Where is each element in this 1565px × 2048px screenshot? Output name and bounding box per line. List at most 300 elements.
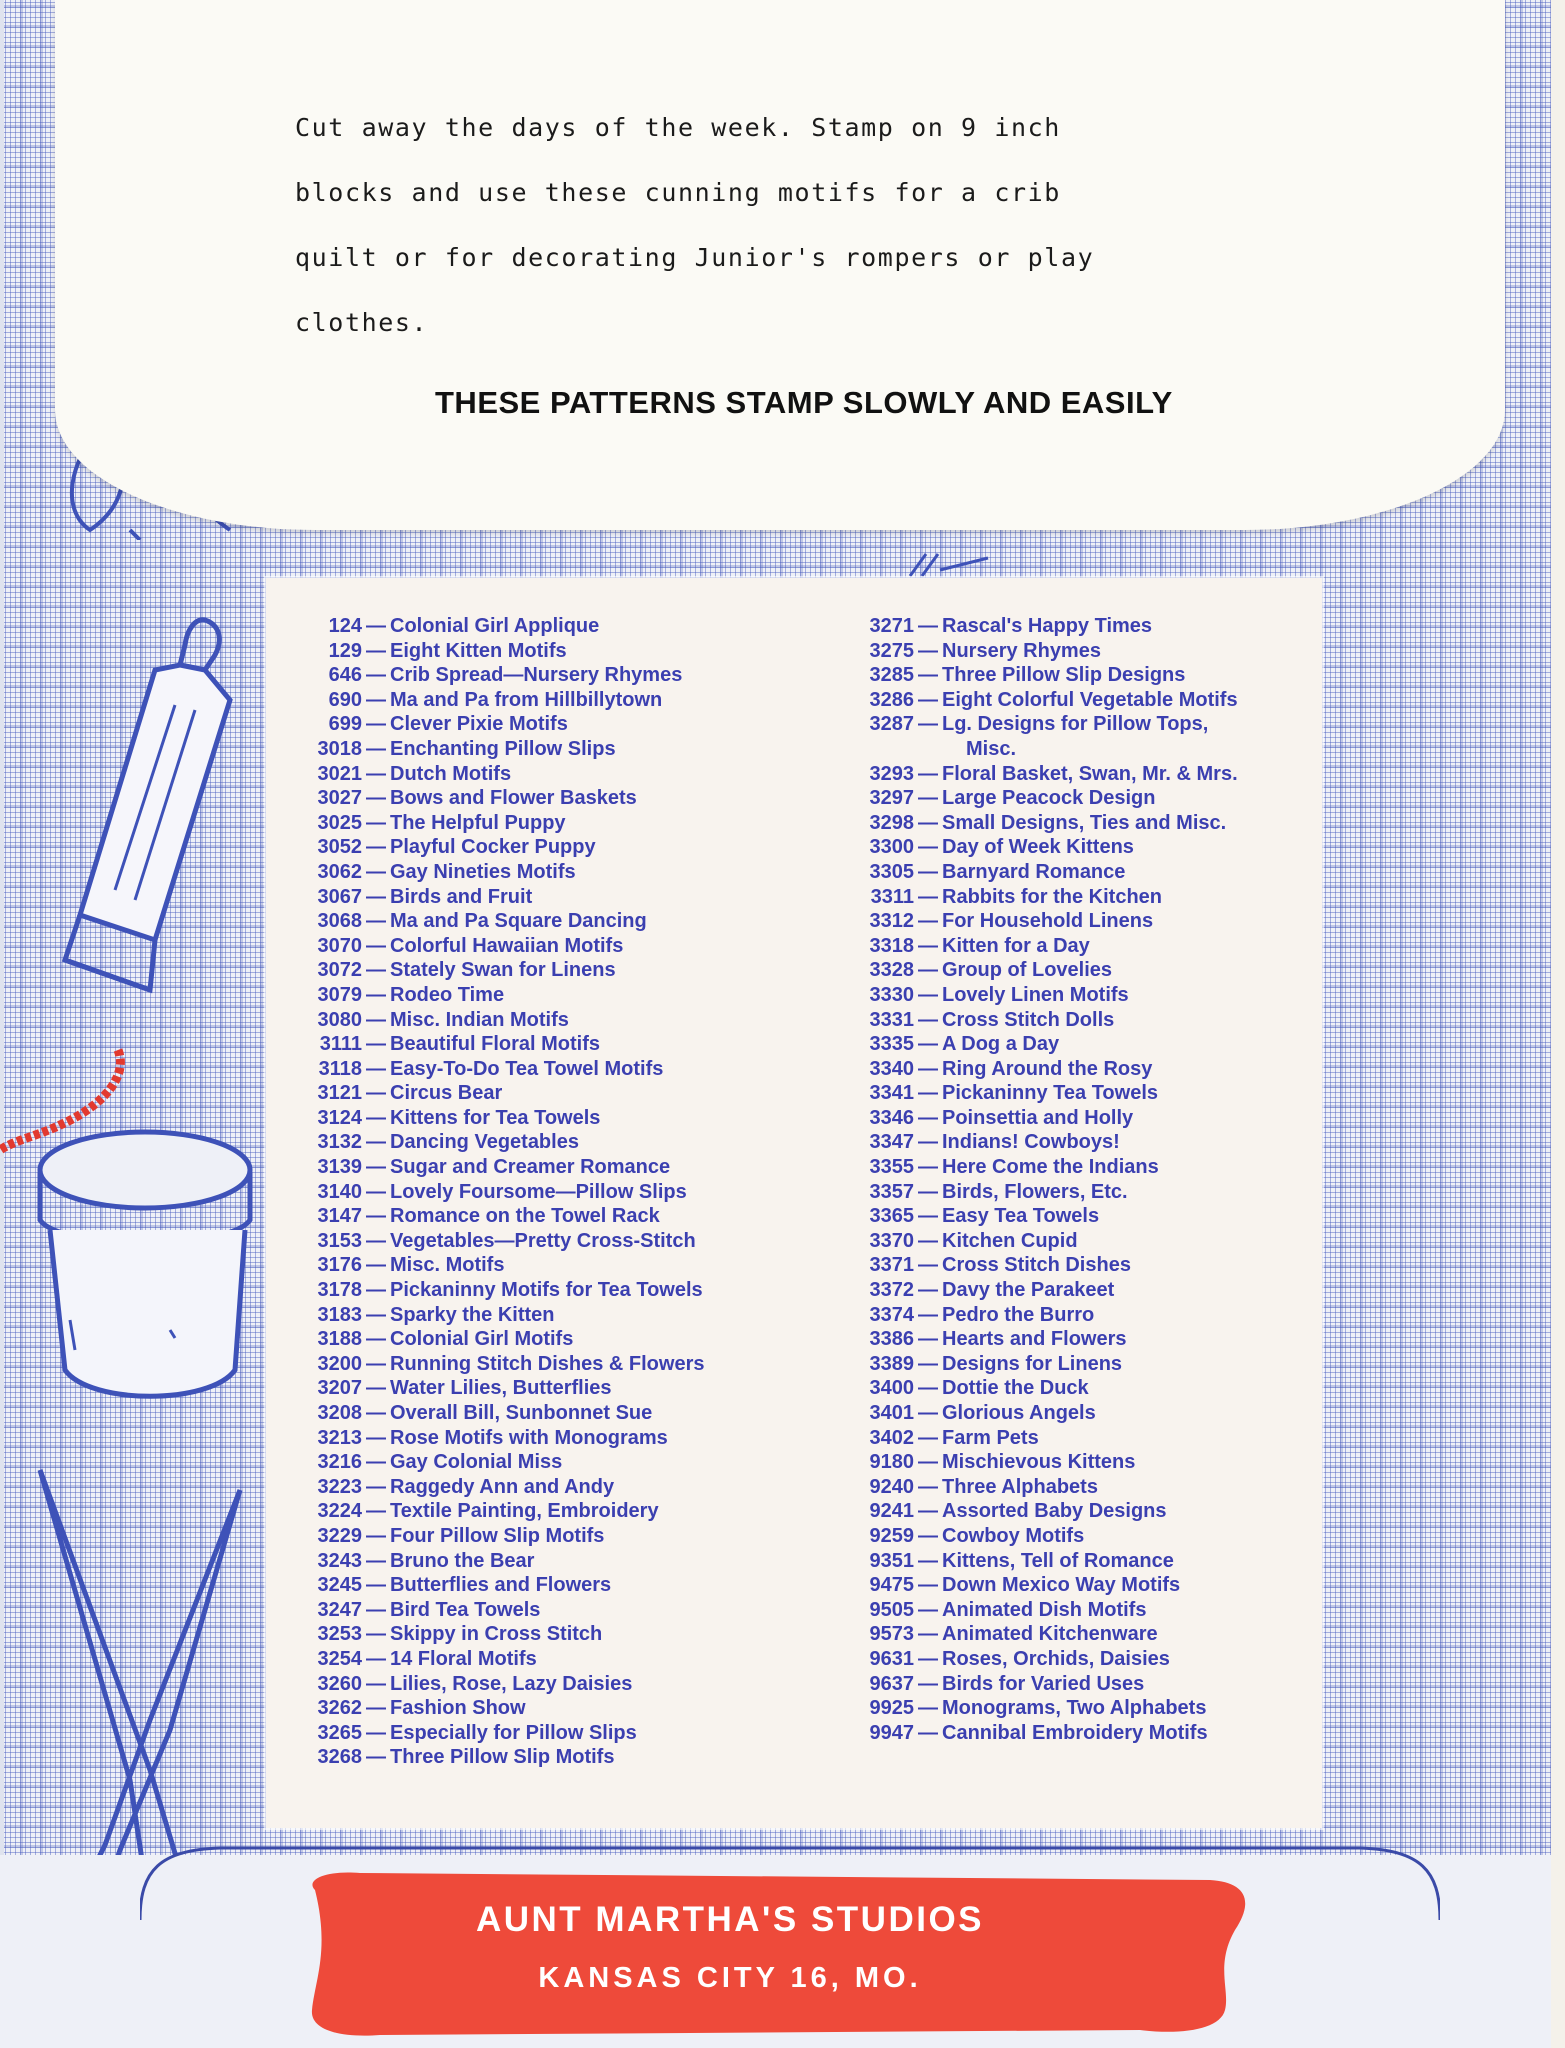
pattern-number: 129	[328, 639, 362, 662]
pattern-title: Farm Pets	[942, 1426, 1039, 1449]
catalog-item	[290, 1426, 790, 1451]
dash-separator: —	[366, 1229, 386, 1252]
pattern-number: 3176	[317, 1254, 362, 1277]
pattern-number: 3330	[869, 983, 914, 1006]
dash-separator: —	[366, 1156, 386, 1179]
pattern-number: 3052	[317, 836, 362, 859]
pattern-number: 3285	[869, 664, 914, 687]
catalog-item	[290, 1401, 790, 1426]
catalog-item	[842, 1721, 1312, 1746]
pattern-title: Running Stitch Dishes & Flowers	[390, 1352, 705, 1375]
flap-line-3: quilt or for decorating Junior's rompers or play	[295, 243, 1095, 272]
dash-separator: —	[366, 1623, 386, 1646]
catalog-item	[290, 811, 790, 836]
pattern-title: Rodeo Time	[390, 983, 505, 1006]
catalog-item	[290, 1155, 790, 1180]
dash-separator: —	[918, 1106, 938, 1129]
pattern-title: Sparky the Kitten	[390, 1303, 555, 1326]
dash-separator: —	[366, 1180, 386, 1203]
pattern-title: Rose Motifs with Monograms	[390, 1426, 668, 1449]
pattern-title: Colonial Girl Applique	[390, 615, 600, 637]
pattern-title: Kittens, Tell of Romance	[942, 1549, 1174, 1572]
dash-separator: —	[366, 1033, 386, 1056]
catalog-item	[842, 1499, 1312, 1524]
catalog-item	[842, 909, 1312, 934]
catalog-item	[842, 860, 1312, 885]
pattern-number: 3139	[317, 1156, 362, 1179]
pattern-title: A Dog a Day	[942, 1033, 1060, 1056]
pattern-number: 3297	[869, 787, 914, 810]
pattern-title: Cross Stitch Dishes	[942, 1254, 1131, 1277]
pattern-title: Clever Pixie Motifs	[390, 713, 568, 736]
catalog-item	[290, 1057, 790, 1082]
pattern-title: Animated Dish Motifs	[942, 1598, 1147, 1621]
pattern-number: 3247	[317, 1598, 362, 1621]
pattern-number: 3208	[317, 1402, 362, 1424]
pattern-number: 3178	[317, 1279, 362, 1302]
pattern-number: 3340	[869, 1057, 914, 1080]
pattern-number: 690	[328, 688, 362, 711]
catalog-item	[290, 909, 790, 934]
pattern-number: 646	[328, 664, 362, 687]
pattern-number: 3213	[317, 1426, 362, 1449]
pattern-title: Roses, Orchids, Daisies	[942, 1647, 1170, 1670]
pattern-number: 9925	[869, 1697, 914, 1720]
pattern-title: Raggedy Ann and Andy	[390, 1475, 615, 1498]
dash-separator: —	[366, 1352, 386, 1375]
dash-separator: —	[918, 934, 938, 957]
dash-separator: —	[366, 787, 386, 810]
dash-separator: —	[918, 983, 938, 1006]
catalog-item	[290, 639, 790, 664]
pattern-title: 14 Floral Motifs	[390, 1647, 537, 1670]
dash-separator: —	[366, 1205, 386, 1228]
pattern-number: 3140	[317, 1180, 362, 1203]
pattern-number: 9573	[869, 1623, 914, 1646]
catalog-item	[290, 1278, 790, 1303]
pattern-catalog	[266, 578, 1322, 1828]
pattern-number: 3386	[869, 1328, 914, 1351]
dash-separator: —	[366, 737, 386, 760]
pattern-number: 9240	[869, 1475, 914, 1498]
pattern-number: 3072	[317, 959, 362, 982]
catalog-item	[290, 1204, 790, 1229]
pattern-number: 3331	[869, 1008, 914, 1031]
dash-separator: —	[366, 1328, 386, 1351]
pattern-number: 3268	[317, 1746, 362, 1769]
catalog-item	[290, 1376, 790, 1401]
catalog-item	[290, 1229, 790, 1254]
catalog-item	[290, 1450, 790, 1475]
pattern-title: Hearts and Flowers	[942, 1328, 1127, 1351]
catalog-item	[842, 1696, 1312, 1721]
catalog-item	[290, 860, 790, 885]
catalog-item	[290, 688, 790, 713]
pattern-title: Three Pillow Slip Motifs	[390, 1746, 615, 1769]
catalog-item	[290, 983, 790, 1008]
pattern-title: Especially for Pillow Slips	[390, 1721, 637, 1744]
pattern-number: 9475	[869, 1574, 914, 1597]
pattern-title: Eight Colorful Vegetable Motifs	[942, 688, 1238, 711]
catalog-item	[290, 1524, 790, 1549]
catalog-item	[842, 712, 1312, 737]
pattern-number: 9241	[869, 1500, 914, 1523]
catalog-item	[290, 1106, 790, 1131]
pattern-number: 3070	[317, 934, 362, 957]
catalog-item	[842, 1401, 1312, 1426]
catalog-item	[290, 1598, 790, 1623]
pattern-number: 3224	[317, 1500, 362, 1523]
catalog-item	[842, 1573, 1312, 1598]
pattern-title: Day of Week Kittens	[942, 836, 1134, 859]
stitch-marks	[900, 548, 990, 578]
catalog-item	[290, 934, 790, 959]
catalog-item	[290, 1032, 790, 1057]
catalog-item	[290, 614, 790, 639]
catalog-item	[842, 1475, 1312, 1500]
pattern-title: Pickaninny Motifs for Tea Towels	[390, 1279, 703, 1302]
dash-separator: —	[918, 1623, 938, 1646]
catalog-item	[290, 1130, 790, 1155]
pattern-number: 3370	[869, 1229, 914, 1252]
catalog-item	[842, 983, 1312, 1008]
dash-separator: —	[918, 1057, 938, 1080]
studio-banner	[300, 1870, 1260, 2040]
pattern-title: Kittens for Tea Towels	[390, 1106, 601, 1129]
dash-separator: —	[918, 885, 938, 908]
dash-separator: —	[366, 1598, 386, 1621]
pattern-title: Fashion Show	[390, 1697, 526, 1720]
pattern-number: 3335	[869, 1033, 914, 1056]
pattern-number: 3062	[317, 860, 362, 883]
catalog-item	[290, 1180, 790, 1205]
dash-separator: —	[918, 860, 938, 883]
pattern-title: Glorious Angels	[942, 1402, 1096, 1424]
pattern-number: 9259	[869, 1524, 914, 1547]
dash-separator: —	[918, 1180, 938, 1203]
pattern-title: Beautiful Floral Motifs	[390, 1033, 600, 1056]
catalog-item	[842, 1253, 1312, 1278]
dash-separator: —	[918, 1697, 938, 1720]
pattern-number: 3245	[317, 1574, 362, 1597]
pattern-number: 3118	[318, 1057, 362, 1080]
pattern-title: Nursery Rhymes	[942, 639, 1101, 662]
pattern-title: Cross Stitch Dolls	[942, 1008, 1115, 1031]
catalog-item	[290, 1008, 790, 1033]
pattern-number: 3341	[869, 1082, 914, 1105]
pattern-number: 3111	[319, 1033, 362, 1056]
pattern-title: Davy the Parakeet	[942, 1279, 1115, 1302]
pattern-title: Ring Around the Rosy	[942, 1057, 1153, 1080]
dash-separator: —	[366, 762, 386, 785]
pattern-number: 9351	[869, 1549, 914, 1572]
pattern-title: Bruno the Bear	[390, 1549, 535, 1572]
dash-separator: —	[366, 1377, 386, 1400]
catalog-item	[842, 1450, 1312, 1475]
dash-separator: —	[918, 836, 938, 859]
pattern-title: Romance on the Towel Rack	[390, 1205, 660, 1228]
pattern-title: Bird Tea Towels	[390, 1598, 541, 1621]
dash-separator: —	[366, 1303, 386, 1326]
dash-separator: —	[366, 959, 386, 982]
paint-tube-icon	[55, 610, 255, 1030]
pattern-number: 3124	[317, 1106, 362, 1129]
pattern-number: 3132	[317, 1131, 362, 1154]
catalog-item	[842, 1081, 1312, 1106]
dash-separator: —	[918, 959, 938, 982]
catalog-item	[290, 1672, 790, 1697]
pattern-title: Here Come the Indians	[942, 1156, 1159, 1179]
pattern-number: 3371	[869, 1254, 914, 1277]
pattern-number: 3262	[317, 1697, 362, 1720]
catalog-item	[842, 1278, 1312, 1303]
dash-separator: —	[366, 1524, 386, 1547]
pattern-title: Indians! Cowboys!	[942, 1131, 1120, 1154]
pattern-title: Overall Bill, Sunbonnet Sue	[390, 1402, 653, 1424]
dash-separator: —	[366, 1057, 386, 1080]
pattern-number: 699	[328, 713, 362, 736]
pattern-title: Stately Swan for Linens	[390, 959, 616, 982]
pattern-title: Enchanting Pillow Slips	[390, 737, 616, 760]
dash-separator: —	[366, 688, 386, 711]
pattern-title: Ma and Pa Square Dancing	[390, 910, 647, 933]
catalog-item	[290, 1081, 790, 1106]
catalog-item	[842, 1352, 1312, 1377]
pattern-title: Lg. Designs for Pillow Tops,	[942, 713, 1209, 736]
dash-separator: —	[366, 1402, 386, 1424]
dash-separator: —	[918, 1033, 938, 1056]
dash-separator: —	[918, 1205, 938, 1228]
catalog-item	[842, 663, 1312, 688]
dash-separator: —	[366, 615, 386, 637]
pattern-title: Birds and Fruit	[390, 885, 533, 908]
catalog-item	[842, 1672, 1312, 1697]
pattern-number: 3080	[317, 1008, 362, 1031]
pattern-title: Pickaninny Tea Towels	[942, 1082, 1158, 1105]
catalog-item	[842, 1008, 1312, 1033]
pattern-title: Ma and Pa from Hillbillytown	[390, 688, 663, 711]
pattern-title: Playful Cocker Puppy	[390, 836, 596, 859]
pattern-title: Vegetables—Pretty Cross-Stitch	[390, 1229, 696, 1252]
dash-separator: —	[918, 1377, 938, 1400]
pattern-number: 3346	[869, 1106, 914, 1129]
catalog-item	[842, 614, 1312, 639]
dash-separator: —	[366, 836, 386, 859]
pattern-number: 3400	[869, 1377, 914, 1400]
pattern-number: 3298	[869, 811, 914, 834]
catalog-item	[290, 1622, 790, 1647]
pattern-title: Bows and Flower Baskets	[390, 787, 637, 810]
pattern-number: 9505	[869, 1598, 914, 1621]
pattern-number: 3275	[869, 639, 914, 662]
dash-separator: —	[366, 713, 386, 736]
pattern-title: Gay Nineties Motifs	[390, 860, 576, 883]
dash-separator: —	[366, 1672, 386, 1695]
pattern-number: 3068	[317, 910, 362, 933]
catalog-item	[842, 1327, 1312, 1352]
catalog-item	[842, 1376, 1312, 1401]
dash-separator: —	[366, 1549, 386, 1572]
dash-separator: —	[918, 1451, 938, 1474]
studio-name: AUNT MARTHA'S STUDIOS	[475, 1900, 985, 1939]
dash-separator: —	[918, 1475, 938, 1498]
catalog-item	[290, 663, 790, 688]
catalog-item	[842, 1622, 1312, 1647]
dash-separator: —	[366, 1697, 386, 1720]
dash-separator: —	[918, 1131, 938, 1154]
catalog-item	[290, 1745, 790, 1770]
pattern-title: Colorful Hawaiian Motifs	[390, 934, 624, 957]
catalog-item	[842, 885, 1312, 910]
pattern-number: 3328	[869, 959, 914, 982]
dash-separator: —	[366, 639, 386, 662]
pattern-title: Water Lilies, Butterflies	[390, 1377, 612, 1400]
pattern-title: Circus Bear	[390, 1082, 503, 1105]
pattern-title: Rabbits for the Kitchen	[942, 885, 1163, 908]
catalog-item	[842, 811, 1312, 836]
pattern-number: 3147	[317, 1205, 362, 1228]
pattern-title: Gay Colonial Miss	[390, 1451, 563, 1474]
pattern-title: Monograms, Two Alphabets	[942, 1697, 1207, 1720]
pattern-title: Sugar and Creamer Romance	[390, 1156, 671, 1179]
catalog-item	[842, 639, 1312, 664]
dash-separator: —	[918, 639, 938, 662]
pattern-number: 3067	[317, 885, 362, 908]
catalog-item	[842, 1598, 1312, 1623]
pattern-number: 3402	[869, 1426, 914, 1449]
pattern-number: 3271	[869, 615, 914, 637]
catalog-item	[842, 1647, 1312, 1672]
pattern-number: 3243	[317, 1549, 362, 1572]
catalog-item	[842, 1106, 1312, 1131]
pattern-title: Lilies, Rose, Lazy Daisies	[390, 1672, 633, 1695]
pattern-number: 3216	[317, 1451, 362, 1474]
pattern-title: Misc. Motifs	[390, 1254, 505, 1277]
catalog-item	[290, 1475, 790, 1500]
dash-separator: —	[366, 1451, 386, 1474]
pattern-title: Group of Lovelies	[942, 959, 1113, 982]
pattern-number: 3021	[317, 762, 362, 785]
pattern-title: Three Pillow Slip Designs	[942, 664, 1186, 687]
pattern-title: Skippy in Cross Stitch	[390, 1623, 603, 1646]
pattern-title: Kitchen Cupid	[942, 1229, 1078, 1252]
dash-separator: —	[366, 983, 386, 1006]
dash-separator: —	[918, 1549, 938, 1572]
catalog-item	[290, 712, 790, 737]
dash-separator: —	[918, 1229, 938, 1252]
catalog-item	[842, 1549, 1312, 1574]
dash-separator: —	[366, 934, 386, 957]
catalog-item	[290, 737, 790, 762]
dash-separator: —	[918, 1426, 938, 1449]
dash-separator: —	[918, 1303, 938, 1326]
pattern-number: 9947	[869, 1721, 914, 1744]
pattern-title: Poinsettia and Holly	[942, 1106, 1134, 1129]
dash-separator: —	[366, 1574, 386, 1597]
pattern-number: 3265	[317, 1721, 362, 1744]
dash-separator: —	[366, 1131, 386, 1154]
dash-separator: —	[366, 1082, 386, 1105]
pattern-number: 3260	[317, 1672, 362, 1695]
dash-separator: —	[918, 1082, 938, 1105]
catalog-item	[290, 1573, 790, 1598]
pattern-title: Crib Spread—Nursery Rhymes	[390, 664, 683, 687]
pattern-number: 3401	[869, 1402, 914, 1424]
pattern-number: 3318	[869, 934, 914, 957]
dash-separator: —	[918, 1402, 938, 1424]
pattern-title: Floral Basket, Swan, Mr. & Mrs.	[942, 762, 1238, 785]
pattern-number: 3312	[869, 910, 914, 933]
pattern-number: 3183	[317, 1303, 362, 1326]
dash-separator: —	[366, 811, 386, 834]
left-edge	[0, 0, 4, 2048]
pattern-title: For Household Linens	[942, 910, 1154, 933]
pattern-title: Butterflies and Flowers	[390, 1574, 612, 1597]
paint-jar-icon	[20, 1120, 270, 1420]
pattern-number: 3200	[317, 1352, 362, 1375]
catalog-item	[290, 1721, 790, 1746]
stamp-note: THESE PATTERNS STAMP SLOWLY AND EASILY	[435, 385, 1173, 420]
pattern-title: Pedro the Burro	[942, 1303, 1095, 1326]
catalog-item	[290, 1327, 790, 1352]
pattern-number: 3079	[317, 983, 362, 1006]
catalog-item	[842, 762, 1312, 787]
pattern-title: Textile Painting, Embroidery	[390, 1500, 659, 1523]
dash-separator: —	[918, 762, 938, 785]
pattern-number: 3300	[869, 836, 914, 859]
pattern-title: Dutch Motifs	[390, 762, 512, 785]
pattern-title: Large Peacock Design	[942, 787, 1156, 810]
catalog-item	[842, 1130, 1312, 1155]
dash-separator: —	[918, 1279, 938, 1302]
pattern-number: 3357	[869, 1180, 914, 1203]
catalog-item	[290, 1253, 790, 1278]
flap-text-block	[295, 95, 1315, 355]
pattern-title: Colonial Girl Motifs	[390, 1328, 574, 1351]
pattern-title: Lovely Linen Motifs	[942, 983, 1129, 1006]
pattern-title: Birds for Varied Uses	[942, 1672, 1145, 1695]
catalog-item	[290, 958, 790, 983]
pattern-number: 3229	[317, 1524, 362, 1547]
pattern-title: Kitten for a Day	[942, 934, 1090, 957]
catalog-item	[842, 786, 1312, 811]
flap-line-1: Cut away the days of the week. Stamp on 9 inch	[295, 113, 1061, 142]
catalog-item	[842, 688, 1312, 713]
catalog-item	[842, 934, 1312, 959]
catalog-item	[842, 1204, 1312, 1229]
dash-separator: —	[918, 1008, 938, 1031]
envelope-flap	[55, 0, 1505, 530]
pattern-number: 3254	[317, 1647, 362, 1670]
catalog-item	[842, 1032, 1312, 1057]
catalog-item	[842, 1180, 1312, 1205]
pattern-title: Mischievous Kittens	[942, 1451, 1136, 1474]
dash-separator: —	[366, 910, 386, 933]
pattern-number: 9180	[869, 1451, 914, 1474]
catalog-column-right	[842, 614, 1312, 1745]
dash-separator: —	[918, 787, 938, 810]
dash-separator: —	[918, 1352, 938, 1375]
pattern-title: Cowboy Motifs	[942, 1524, 1085, 1547]
pattern-title: Easy-To-Do Tea Towel Motifs	[390, 1057, 664, 1080]
pattern-number: 3188	[317, 1328, 362, 1351]
dash-separator: —	[918, 615, 938, 637]
pattern-title: Dancing Vegetables	[390, 1131, 579, 1154]
pattern-title: The Helpful Puppy	[390, 811, 566, 834]
catalog-item	[842, 1057, 1312, 1082]
dash-separator: —	[918, 1500, 938, 1523]
catalog-item	[290, 885, 790, 910]
